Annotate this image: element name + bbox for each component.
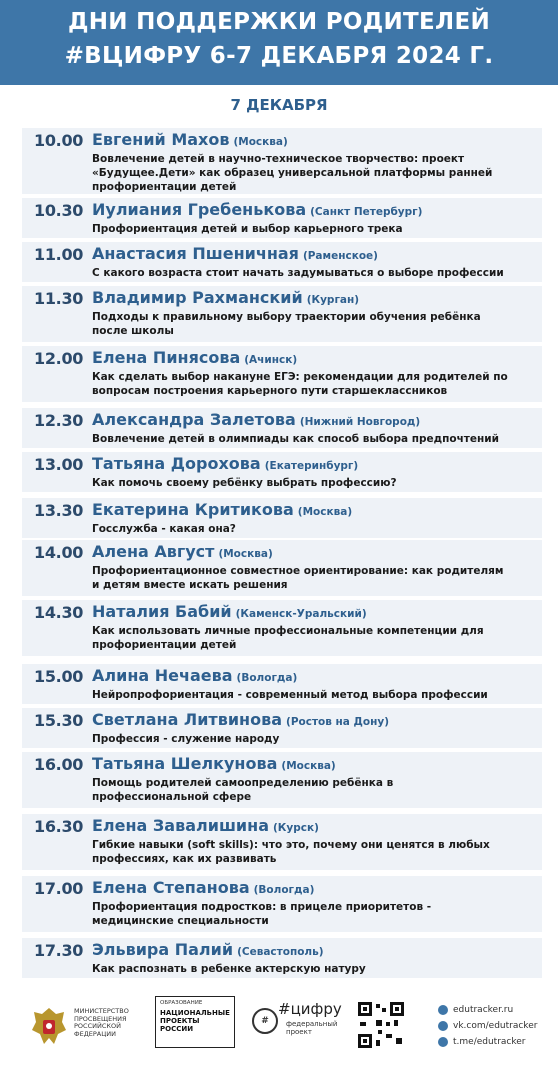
schedule-row [22,408,542,448]
speaker-city: (Москва) [233,136,288,148]
session-topic: Вовлечение детей в олимпиады как способ выбора предпочтений [92,433,499,445]
np-big-label: НАЦИОНАЛЬНЫЕ ПРОЕКТЫ РОССИИ [160,1009,230,1033]
telegram-icon [438,1037,448,1047]
session-time: 16.00 [34,755,84,774]
speaker-name: Иулиания Гребенькова [92,200,307,219]
session-time: 13.30 [34,501,84,520]
speaker-line [92,200,422,219]
session-time: 15.00 [34,667,84,686]
speaker-city: (Раменское) [302,250,378,262]
schedule-row [22,346,542,402]
session-topic: Нейропрофориентация - современный метод выбора профессии [92,689,488,701]
speaker-name: Елена Пинясова [92,348,241,367]
link-telegram[interactable] [438,1034,537,1050]
speaker-city: (Ачинск) [244,354,298,366]
speaker-line [92,454,358,473]
schedule-row [22,600,542,656]
session-time: 13.00 [34,455,84,474]
link-telegram-label[interactable]: t.me/edutracker [453,1037,526,1047]
speaker-city: (Москва) [297,506,353,518]
schedule-row [22,752,542,808]
ministry-emblem-icon [30,1006,68,1046]
header-title-line1: ДНИ ПОДДЕРЖКИ РОДИТЕЛЕЙ [67,9,491,35]
vk-icon [438,1021,448,1031]
speaker-name: Алена Август [92,542,215,561]
session-time: 14.30 [34,603,84,622]
session-topic: Как использовать личные профессиональные компетенции для профориентации детей [92,625,484,651]
schedule-row [22,128,542,194]
cifru-tag: #цифру [278,1000,342,1018]
session-time: 16.30 [34,817,84,836]
speaker-name: Светлана Литвинова [92,710,283,729]
schedule-row [22,286,542,342]
session-topic: Профориентационное совместное ориентирование: как родителям и детям вместе искать решения [92,565,504,591]
cifru-circle-icon: # [252,1008,278,1034]
speaker-line [92,542,273,561]
schedule-row [22,540,542,596]
session-topic: Вовлечение детей в научно-техническое творчество: проект «Будущее.Дети» как образец универсальной платформы ранней профориентации детей [92,153,493,193]
speaker-city: (Курган) [306,294,360,306]
session-topic: Как распознать в ребенке актерскую натуру [92,963,366,975]
schedule-row [22,938,542,978]
session-time: 12.00 [34,349,84,368]
session-topic: Профориентация подростков: в прицеле приоритетов - медицинские специальности [92,901,432,927]
link-vk[interactable] [438,1018,537,1034]
speaker-line [92,878,314,897]
session-time: 11.30 [34,289,84,308]
speaker-name: Екатерина Критикова [92,500,294,519]
session-time: 10.30 [34,201,84,220]
schedule-row [22,452,542,492]
session-time: 17.30 [34,941,84,960]
speaker-line [92,244,378,263]
schedule-row [22,876,542,932]
speaker-line [92,130,288,149]
link-vk-label[interactable]: vk.com/edutracker [453,1021,538,1031]
national-projects-logo [155,996,235,1048]
speaker-line [92,816,319,835]
schedule-row [22,664,542,704]
speaker-line [92,940,324,959]
session-topic: Как помочь своему ребёнку выбрать профессию? [92,477,397,489]
link-website-label[interactable]: edutracker.ru [453,1005,514,1015]
speaker-city: (Москва) [218,548,273,560]
speaker-city: (Вологда) [253,884,315,896]
speaker-city: (Вологда) [236,672,298,684]
session-topic: Госслужба - какая она? [92,523,236,535]
session-topic: Подходы к правильному выбору траектории обучения ребёнка после школы [92,311,481,337]
speaker-name: Владимир Рахманский [92,288,303,307]
speaker-line [92,602,367,621]
date-heading: 7 ДЕКАБРЯ [230,96,328,114]
session-topic: Помощь родителей самоопределению ребёнка в профессиональной сфере [92,777,394,803]
speaker-name: Алина Нечаева [92,666,233,685]
speaker-city: (Севастополь) [237,946,324,958]
globe-icon [438,1005,448,1015]
cifru-sub: федеральный проект [286,1020,338,1036]
speaker-city: (Ростов на Дону) [286,716,390,728]
speaker-city: (Екатеринбург) [264,460,359,472]
schedule-row [22,498,542,538]
speaker-name: Александра Залетова [92,410,296,429]
schedule-row [22,708,542,748]
footer [0,990,558,1080]
schedule-row [22,242,542,282]
speaker-name: Елена Завалишина [92,816,269,835]
header-banner [0,0,558,85]
np-small-label: ОБРАЗОВАНИЕ [160,1000,203,1006]
session-topic: Как сделать выбор накануне ЕГЭ: рекомендации для родителей по вопросам построения карьерного пути старшеклассников [92,371,508,397]
qr-code-icon[interactable] [356,1000,406,1050]
speaker-name: Татьяна Дорохова [92,454,261,473]
speaker-name: Анастасия Пшеничная [92,244,299,263]
ministry-label: МИНИСТЕРСТВО ПРОСВЕЩЕНИЯ РОССИЙСКОЙ ФЕДЕРАЦИИ [74,1007,129,1038]
speaker-line [92,754,336,773]
session-time: 14.00 [34,543,84,562]
session-time: 12.30 [34,411,84,430]
cifru-logo [252,998,342,1048]
speaker-city: (Нижний Новгород) [299,416,421,428]
session-topic: Профессия - служение народу [92,733,280,745]
speaker-city: (Санкт Петербург) [310,206,423,218]
header-title-line2: #ВЦИФРУ 6-7 ДЕКАБРЯ 2024 Г. [64,43,494,69]
speaker-city: (Курск) [273,822,319,834]
speaker-name: Наталия Бабий [92,602,232,621]
link-website[interactable] [438,1002,537,1018]
speaker-line [92,666,297,685]
speaker-city: (Каменск-Уральский) [235,608,367,620]
session-time: 15.30 [34,711,84,730]
speaker-name: Татьяна Шелкунова [92,754,278,773]
session-time: 11.00 [34,245,84,264]
session-time: 17.00 [34,879,84,898]
speaker-line [92,500,352,519]
speaker-line [92,410,420,429]
speaker-name: Эльвира Палий [92,940,234,959]
schedule-row [22,198,542,238]
speaker-line [92,348,297,367]
schedule-row [22,814,542,870]
speaker-line [92,710,389,729]
session-time: 10.00 [34,131,84,150]
speaker-city: (Москва) [281,760,336,772]
session-topic: Профориентация детей и выбор карьерного трека [92,223,403,235]
session-topic: Гибкие навыки (soft skills): что это, почему они ценятся в любых профессиях, как их развивать [92,839,490,865]
speaker-line [92,288,359,307]
speaker-name: Елена Степанова [92,878,250,897]
session-topic: С какого возраста стоит начать задумываться о выборе профессии [92,267,504,279]
footer-links [438,1002,537,1050]
speaker-name: Евгений Махов [92,130,230,149]
